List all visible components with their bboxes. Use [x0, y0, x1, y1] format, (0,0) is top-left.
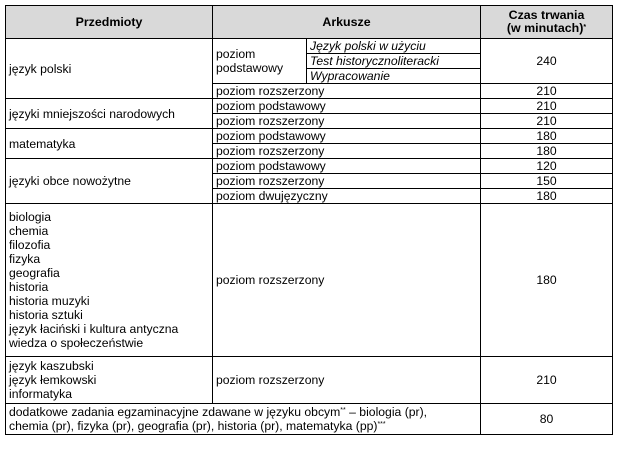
subject-item: biologia: [9, 210, 52, 224]
time-foreign-bilingual: 180: [481, 189, 613, 204]
subject-item: chemia: [9, 224, 49, 238]
time-minority-basic: 210: [481, 99, 613, 114]
table-row: [6, 99, 613, 114]
subject-item: język kaszubski: [9, 359, 94, 373]
level-minority-basic: poziom podstawowy: [213, 99, 481, 114]
additional-text-2: – biologia (pr),: [345, 405, 428, 419]
time-sciences: 180: [481, 204, 613, 357]
table-row: [6, 39, 613, 54]
header-time-mark: *: [583, 24, 587, 31]
subject-item: język łemkowski: [9, 373, 97, 387]
subject-item: historia sztuki: [9, 308, 83, 322]
header-subjects: Przedmioty: [6, 6, 213, 39]
time-math-extended: 180: [481, 144, 613, 159]
level-foreign-bilingual: poziom dwujęzyczny: [213, 189, 481, 204]
time-regional: 210: [481, 357, 613, 404]
subject-minority: języki mniejszości narodowych: [6, 99, 213, 129]
level-math-basic: poziom podstawowy: [213, 129, 481, 144]
subject-item: fizyka: [9, 252, 41, 266]
header-time-line1: Czas trwania: [508, 8, 585, 22]
time-minority-extended: 210: [481, 114, 613, 129]
header-time: [481, 6, 613, 39]
subject-list-sciences: [6, 204, 213, 357]
subject-item: geografia: [9, 266, 60, 280]
level-foreign-basic: poziom podstawowy: [213, 159, 481, 174]
table-row: [6, 404, 613, 435]
subject-item: filozofia: [9, 238, 51, 252]
time-polish-basic: 240: [481, 39, 613, 84]
table-row: [6, 204, 613, 357]
table-row: [6, 357, 613, 404]
time-foreign-basic: 120: [481, 159, 613, 174]
time-foreign-extended: 150: [481, 174, 613, 189]
additional-tasks: [6, 404, 481, 435]
subject-item: informatyka: [9, 387, 72, 401]
sheet-polish-1: Język polski w użyciu: [307, 39, 481, 54]
level-minority-extended: poziom rozszerzony: [213, 114, 481, 129]
additional-text-3: chemia (pr), fizyka (pr), geografia (pr), historia (pr), matematyka (pp): [9, 419, 378, 433]
subject-list-regional: [6, 357, 213, 404]
table-row: [6, 159, 613, 174]
header-row: [6, 6, 613, 39]
time-polish-extended: 210: [481, 84, 613, 99]
subject-item: historia muzyki: [9, 294, 90, 308]
additional-text-1: dodatkowe zadania egzaminacyjne zdawane w języku obcym: [9, 405, 341, 419]
exam-duration-table: [5, 5, 613, 435]
time-additional: 80: [481, 404, 613, 435]
subject-math: matematyka: [6, 129, 213, 159]
level-polish-extended: poziom rozszerzony: [213, 84, 481, 99]
subject-polish: język polski: [6, 39, 213, 99]
level-sciences: poziom rozszerzony: [213, 204, 481, 357]
additional-mark-2: ***: [377, 421, 386, 428]
subject-foreign: języki obce nowożytne: [6, 159, 213, 204]
level-math-extended: poziom rozszerzony: [213, 144, 481, 159]
table-row: [6, 129, 613, 144]
header-time-line2: (w minutach): [506, 21, 584, 35]
subject-item: wiedza o społeczeństwie: [9, 336, 144, 350]
subject-item: historia: [9, 280, 49, 294]
level-foreign-extended: poziom rozszerzony: [213, 174, 481, 189]
time-math-basic: 180: [481, 129, 613, 144]
subject-item: język łaciński i kultura antyczna: [9, 322, 179, 336]
level-regional: poziom rozszerzony: [213, 357, 481, 404]
level-polish-basic: poziom podstawowy: [213, 39, 307, 84]
sheet-polish-3: Wypracowanie: [307, 69, 481, 84]
sheet-polish-2: Test historycznoliteracki: [307, 54, 481, 69]
header-sheets: Arkusze: [213, 6, 481, 39]
additional-mark-1: **: [340, 407, 346, 414]
